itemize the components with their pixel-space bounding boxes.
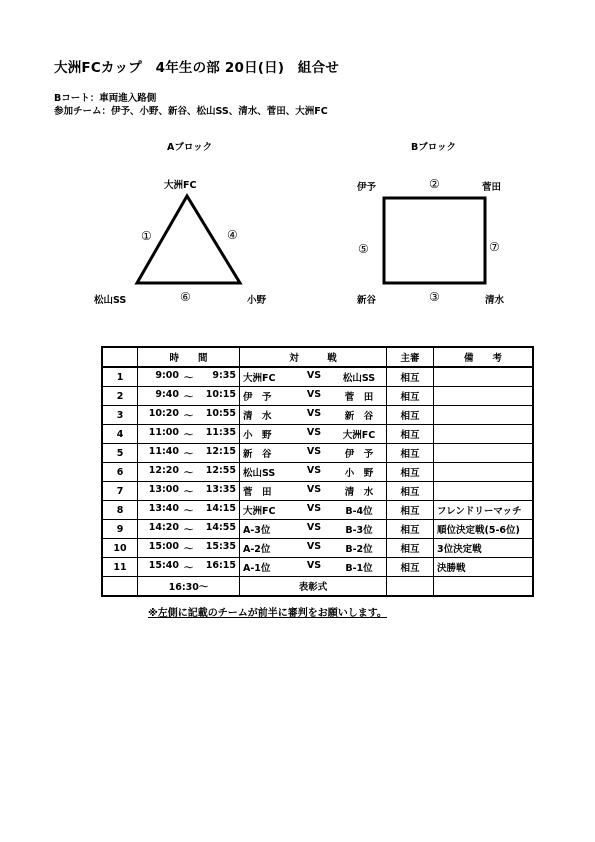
home-team: 松山SS: [243, 468, 276, 479]
match-time: [138, 406, 240, 425]
time-separator: ～: [183, 506, 194, 517]
end-time: 16:15: [205, 560, 236, 571]
block-b-bottom-right-team: 清水: [485, 295, 505, 306]
match-number: 5: [102, 444, 138, 463]
matchup: [240, 501, 387, 520]
match-number: 6: [102, 463, 138, 482]
referee: 相互: [387, 539, 434, 558]
block-b-match-5: ⑤: [358, 242, 369, 256]
home-team: 伊 予: [243, 392, 272, 403]
time-separator: ～: [183, 392, 194, 403]
start-time: 9:00: [155, 370, 179, 381]
block-b-square: [384, 198, 485, 283]
vs-label: VS: [306, 446, 322, 457]
match-number: 2: [102, 387, 138, 406]
away-team: 清 水: [344, 487, 374, 498]
away-team: 大洲FC: [342, 430, 376, 441]
table-row: [102, 406, 533, 425]
notes: 決勝戦: [434, 558, 534, 577]
referee: 相互: [387, 520, 434, 539]
referee: 相互: [387, 444, 434, 463]
end-time: 12:15: [205, 446, 236, 457]
home-team: 新 谷: [243, 449, 272, 460]
notes: [434, 425, 534, 444]
start-time: 11:40: [148, 446, 179, 457]
away-team: B-3位: [345, 525, 373, 536]
referee: 相互: [387, 482, 434, 501]
home-team: 大洲FC: [243, 506, 276, 517]
match-number: 10: [102, 539, 138, 558]
block-b-bottom-left-team: 新谷: [357, 295, 377, 306]
matchup: [240, 444, 387, 463]
court-info: Bコート：車両進入路側: [54, 93, 157, 104]
end-time: 12:55: [205, 465, 236, 476]
match-time: [138, 539, 240, 558]
start-time: 10:20: [148, 408, 179, 419]
matchup: [240, 520, 387, 539]
time-separator: ～: [183, 430, 194, 441]
referee: 相互: [387, 406, 434, 425]
table-row: [102, 367, 533, 387]
start-time: 11:00: [148, 427, 179, 438]
block-a-match-1: ①: [141, 229, 152, 243]
matchup: [240, 367, 387, 387]
home-team: 清 水: [243, 411, 272, 422]
notes: [434, 406, 534, 425]
block-b-top-left-team: 伊予: [357, 182, 377, 193]
end-time: 13:35: [205, 484, 236, 495]
time-separator: ～: [183, 411, 194, 422]
vs-label: VS: [306, 427, 322, 438]
participating-teams: 参加チーム：伊予、小野、新谷、松山SS、清水、菅田、大洲FC: [54, 106, 328, 117]
table-row: [102, 539, 533, 558]
vs-label: VS: [306, 408, 322, 419]
header-referee: 主審: [387, 347, 434, 367]
header-match: 対 戦: [240, 347, 387, 367]
table-row: [102, 520, 533, 539]
match-number: 9: [102, 520, 138, 539]
home-team: 菅 田: [243, 487, 272, 498]
start-time: 13:40: [148, 503, 179, 514]
ceremony-time: 16:30～: [138, 577, 240, 597]
matchup: [240, 425, 387, 444]
ceremony-label: 表彰式: [240, 577, 387, 597]
end-time: 10:15: [205, 389, 236, 400]
notes: [434, 367, 534, 387]
referee: 相互: [387, 463, 434, 482]
notes: 3位決定戦: [434, 539, 534, 558]
matchup: [240, 539, 387, 558]
ceremony-referee: [387, 577, 434, 597]
match-time: [138, 367, 240, 387]
time-separator: ～: [183, 468, 194, 479]
home-team: A-3位: [243, 525, 271, 536]
away-team: 小 野: [344, 468, 374, 479]
time-separator: ～: [183, 449, 194, 460]
ceremony-notes: [434, 577, 534, 597]
time-separator: ～: [183, 544, 194, 555]
away-team: B-2位: [345, 544, 373, 555]
block-a-label: Aブロック: [167, 142, 213, 153]
vs-label: VS: [306, 465, 322, 476]
start-time: 15:40: [148, 560, 179, 571]
time-separator: ～: [183, 525, 194, 536]
header-no: [102, 347, 138, 367]
block-a-match-4: ④: [227, 228, 238, 242]
away-team: B-1位: [345, 563, 373, 574]
ceremony-row: [102, 577, 533, 597]
match-number: 3: [102, 406, 138, 425]
away-team: B-4位: [345, 506, 373, 517]
vs-label: VS: [306, 370, 322, 381]
vs-label: VS: [306, 484, 322, 495]
table-row: [102, 387, 533, 406]
away-team: 伊 予: [344, 449, 374, 460]
schedule-header-row: [102, 347, 533, 367]
referee: 相互: [387, 387, 434, 406]
block-a-match-6: ⑥: [180, 290, 191, 304]
block-b-match-7: ⑦: [489, 240, 500, 254]
match-time: [138, 463, 240, 482]
match-time: [138, 558, 240, 577]
end-time: 14:55: [205, 522, 236, 533]
matchup: [240, 482, 387, 501]
start-time: 9:40: [155, 389, 179, 400]
block-diagrams: [0, 0, 595, 330]
referee: 相互: [387, 425, 434, 444]
block-b-match-2: ②: [429, 177, 440, 191]
block-a-right-team: 小野: [247, 295, 267, 306]
time-separator: ～: [183, 487, 194, 498]
start-time: 12:20: [148, 465, 179, 476]
schedule-table: [101, 346, 534, 597]
away-team: 新 谷: [344, 411, 374, 422]
home-team: A-2位: [243, 544, 271, 555]
table-row: [102, 482, 533, 501]
matchup: [240, 558, 387, 577]
vs-label: VS: [306, 560, 322, 571]
page-title: 大洲FCカップ 4年生の部 20日(日) 組合せ: [54, 60, 340, 76]
match-number: 8: [102, 501, 138, 520]
notes: [434, 387, 534, 406]
vs-label: VS: [306, 522, 322, 533]
start-time: 15:00: [148, 541, 179, 552]
referee: 相互: [387, 501, 434, 520]
header-notes: 備 考: [434, 347, 534, 367]
vs-label: VS: [306, 389, 322, 400]
match-time: [138, 482, 240, 501]
end-time: 11:35: [205, 427, 236, 438]
end-time: 9:35: [212, 370, 236, 381]
matchup: [240, 463, 387, 482]
start-time: 13:00: [148, 484, 179, 495]
end-time: 15:35: [205, 541, 236, 552]
notes: [434, 482, 534, 501]
away-team: 菅 田: [344, 392, 374, 403]
block-a-top-team: 大洲FC: [164, 180, 197, 191]
notes: 順位決定戦(5-6位): [434, 520, 534, 539]
match-time: [138, 444, 240, 463]
table-row: [102, 425, 533, 444]
away-team: 松山SS: [342, 373, 376, 384]
notes: フレンドリーマッチ: [434, 501, 534, 520]
match-number: 1: [102, 367, 138, 387]
table-row: [102, 558, 533, 577]
table-row: [102, 444, 533, 463]
notes: [434, 444, 534, 463]
header-time: 時 間: [138, 347, 240, 367]
match-number: 4: [102, 425, 138, 444]
block-a-triangle: [137, 196, 240, 283]
home-team: 小 野: [243, 430, 272, 441]
start-time: 14:20: [148, 522, 179, 533]
home-team: A-1位: [243, 563, 271, 574]
vs-label: VS: [306, 503, 322, 514]
block-b-label: Bブロック: [411, 142, 457, 153]
block-a-left-team: 松山SS: [94, 295, 127, 306]
matchup: [240, 406, 387, 425]
match-time: [138, 520, 240, 539]
notes: [434, 463, 534, 482]
referee: 相互: [387, 558, 434, 577]
table-row: [102, 463, 533, 482]
time-separator: ～: [183, 563, 194, 574]
footer-note: ※左側に記載のチームが前半に審判をお願いします。: [148, 608, 387, 619]
match-time: [138, 387, 240, 406]
ceremony-no: [102, 577, 138, 597]
referee: 相互: [387, 367, 434, 387]
end-time: 10:55: [205, 408, 236, 419]
home-team: 大洲FC: [243, 373, 276, 384]
table-row: [102, 501, 533, 520]
end-time: 14:15: [205, 503, 236, 514]
match-time: [138, 425, 240, 444]
matchup: [240, 387, 387, 406]
match-number: 7: [102, 482, 138, 501]
vs-label: VS: [306, 541, 322, 552]
match-time: [138, 501, 240, 520]
time-separator: ～: [183, 373, 194, 384]
block-b-top-right-team: 菅田: [482, 182, 502, 193]
match-number: 11: [102, 558, 138, 577]
block-b-match-3: ③: [429, 290, 440, 304]
